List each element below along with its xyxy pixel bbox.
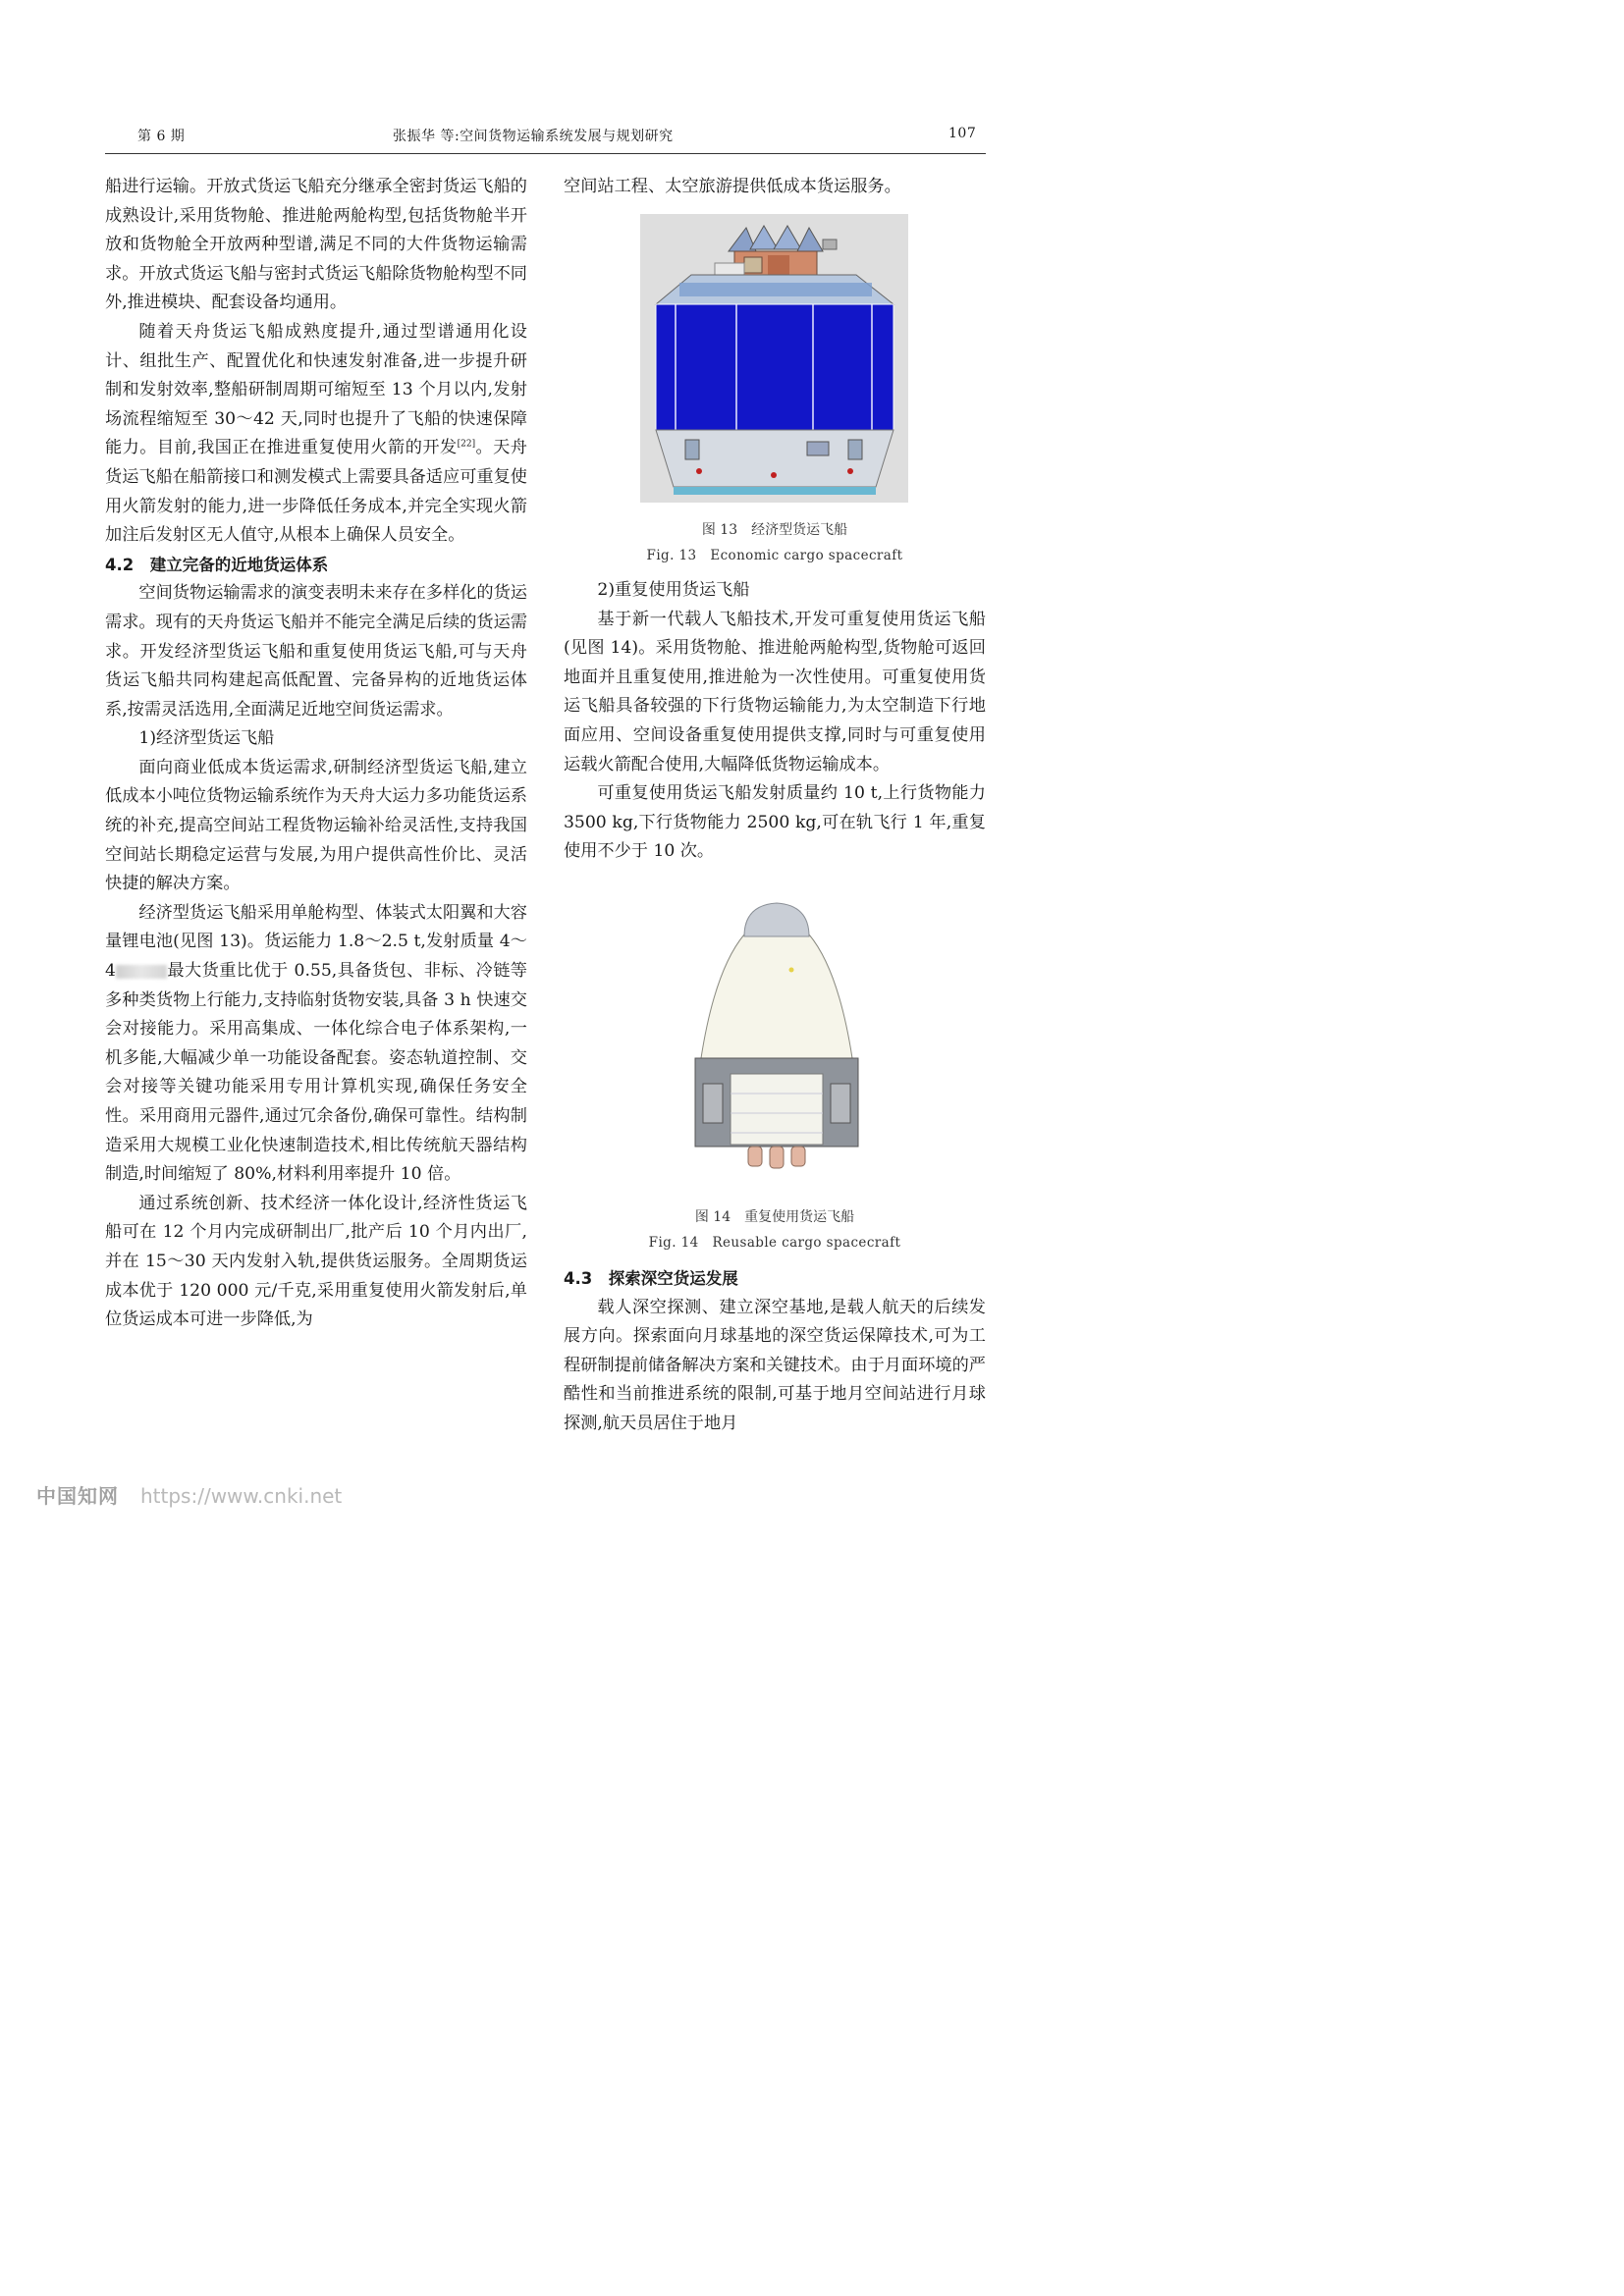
body-solar-panels (656, 304, 893, 430)
paragraph: 空间货物运输需求的演变表明未来存在多样化的货运需求。现有的天舟货运飞船并不能完全满足后续的货运需求。开发经济型货运飞船和重复使用货运飞船,可与天舟货运飞船共同构建起高低配置、完备异构的近地货运体系,按需灵活选用,全面满足近地空间货运需求。 (105, 583, 527, 720)
docking-ring-detail (768, 255, 789, 275)
figure-14-image (685, 901, 868, 1186)
caption-cn: 图 14 重复使用货运飞船 (694, 1209, 855, 1225)
engine-nozzle (770, 1147, 784, 1168)
marker-light (847, 468, 853, 474)
paragraph: 载人深空探测、建立深空基地,是载人航天的后续发展方向。探索面向月球基地的深空货运保障技术,可为工程研制提前储备解决方案和关键技术。由于月面环境的严酷性和当前推进系统的限制,可基于地月空间站进行月球探测,航天员居住于地月 (564, 1297, 986, 1433)
subsection-heading: 2)重复使用货运飞船 (597, 580, 750, 600)
engine-nozzle (791, 1147, 805, 1166)
paragraph: 面向商业低成本货运需求,研制经济型货运飞船,建立低成本小吨位货物运输系统作为天舟大运力多功能货运系统的补充,提高空间站工程货物运输补给灵活性,支持我国空间站长期稳定运营与发展,为用户提供高性价比、灵活快捷的解决方案。 (105, 757, 527, 894)
thruster (685, 440, 699, 459)
journal-issue: 第 6 期 (137, 129, 186, 144)
paragraph: 基于新一代载人飞船技术,开发可重复使用货运飞船(见图 14)。采用货物舱、推进舱两舱构型,货物舱可返回地面并且重复使用,推进舱为一次性使用。可重复使用货运飞船具备较强的下行货物运输能力,为太空制造下行地面应用、空间设备重复使用提供支撑,同时与可重复使用运载火箭配合使用,大幅降低货物运输成本。 (564, 609, 986, 774)
marker-light (789, 968, 794, 973)
right-column-top (564, 173, 986, 202)
left-column (105, 173, 527, 1335)
thruster (848, 440, 862, 459)
watermark-logo: 中国知网 (36, 1484, 119, 1508)
caption-en: Fig. 14 Reusable cargo spacecraft (648, 1235, 901, 1251)
cnki-watermark (36, 1480, 342, 1509)
marker-light (771, 472, 777, 478)
figure-13-image (640, 214, 908, 503)
paragraph (105, 318, 527, 551)
docking-ring-detail (744, 257, 762, 273)
watermark-url: https://www.cnki.net (140, 1484, 343, 1508)
paragraph: 通过系统创新、技术经济一体化设计,经济性货运飞船可在 12 个月内完成研制出厂,批产后 10 个月内出厂,并在 15～30 天内发射入轨,提供货运服务。全周期货运成本优于 120 000 元/千克,采用重复使用火箭发射后,单位货运成本可进一步降低,为 (105, 1193, 527, 1330)
capsule-nose (744, 903, 809, 936)
side-frame (831, 1084, 850, 1123)
caption-cn: 图 13 经济型货运飞船 (701, 522, 848, 538)
paragraph: 船进行运输。开放式货运飞船充分继承全密封货运飞船的成熟设计,采用货物舱、推进舱两舱构型,包括货物舱半开放和货物舱全开放两种型谱,满足不同的大件货物运输需求。开放式货运飞船与密封式货运飞船除货物舱构型不同外,推进模块、配套设备均通用。 (105, 177, 527, 313)
paragraph: 可重复使用货运飞船发射质量约 10 t,上行货物能力 3500 kg,下行货物能力 2500 kg,可在轨飞行 1 年,重复使用不少于 10 次。 (564, 783, 986, 862)
paragraph-text: 最大货重比优于 0.55,具备货包、非标、冷链等多种类货物上行能力,支持临射货物安装,具备 3 h 快速交会对接能力。采用高集成、一体化综合电子体系架构,一机多能,大幅减少单一功能设备配套。姿态轨道控制、交会对接等关键功能采用专用计算机实现,确保任务安全性。采用商用元器件,通过冗余备份,确保可靠性。结构制造采用大规模工业化快速制造技术,相比传统航天器结构制造,时间缩短了 80%,材料利用率提升 10 倍。 (105, 961, 527, 1185)
marker-light (696, 468, 702, 474)
thruster (807, 442, 829, 455)
capsule-body (701, 934, 852, 1058)
side-frame (703, 1084, 723, 1123)
paragraph-text: 。天舟货运飞船在船箭接口和测发模式上需要具备适应可重复使用火箭发射的能力,进一步降低任务成本,并完全实现火箭加注后发射区无人值守,从根本上确保人员安全。 (105, 438, 527, 546)
top-deck-panel (679, 283, 872, 296)
base-ring (674, 487, 876, 495)
section-heading: 4.3 探索深空货运发展 (564, 1269, 738, 1288)
figure-14-caption (564, 1207, 986, 1253)
redacted-blur (116, 965, 167, 979)
header-rule (105, 153, 986, 154)
paragraph-text: 随着天舟货运飞船成熟度提升,通过型谱通用化设计、组批生产、配置优化和快速发射准备,进一步提升研制和发射效率,整船研制周期可缩短至 13 个月以内,发射场流程缩短至 30～42 天,同时也提升了飞船的快速保障能力。目前,我国正在推进重复使用火箭的开发 (105, 321, 527, 458)
right-column-middle (564, 576, 986, 867)
page-number: 107 (948, 126, 977, 141)
running-title: 张振华 等:空间货物运输系统发展与规划研究 (393, 129, 674, 144)
right-column-bottom (564, 1264, 986, 1439)
paragraph-text: 经济型货运飞船采用单舱构型、体装式太阳翼和大容量锂电池(见图 13)。货运能力 1.8～2.5 t,发射质量 4～4 (105, 902, 527, 982)
engine-nozzle (748, 1147, 762, 1166)
paragraph (105, 899, 527, 1190)
antenna-part (823, 240, 837, 249)
figure-13-caption (564, 520, 986, 565)
section-heading: 4.2 建立完备的近地货运体系 (105, 555, 329, 574)
paragraph: 空间站工程、太空旅游提供低成本货运服务。 (564, 177, 901, 196)
subsection-heading: 1)经济型货运飞船 (138, 728, 275, 749)
citation: [22] (457, 439, 476, 450)
radiator-panel (731, 1074, 823, 1145)
caption-en: Fig. 13 Economic cargo spacecraft (646, 548, 903, 563)
